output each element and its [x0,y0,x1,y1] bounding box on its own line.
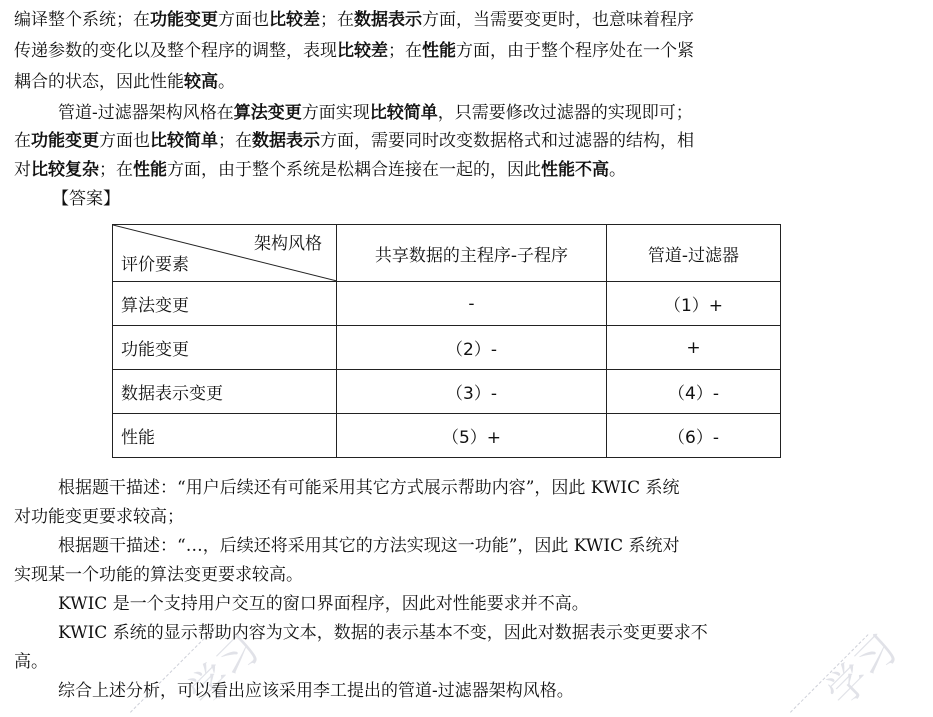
body-text: 编译整个系统；在 [14,10,150,30]
body-text: 方面也 [99,131,150,151]
analysis-para4-line2: 高。 [14,652,48,672]
table-row [113,282,781,326]
emphasis-text: 数据表示 [354,10,422,30]
analysis-para3: KWIC 是一个支持用户交互的窗口界面程序，因此对性能要求并不高。 [58,594,589,614]
body-text: 方面，当需要变更时，也意味着程序 [422,10,694,30]
body-text: ；在 [320,10,354,30]
emphasis-text: 性能 [422,41,456,61]
emphasis-text: 功能变更 [150,10,218,30]
body-text: 方面，由于整个系统是松耦合连接在一起的，因此 [167,160,541,180]
comparison-table [112,224,781,458]
body-text: 。 [609,160,626,180]
body-text: 在 [14,131,31,151]
cell-value: （4）- [607,370,781,414]
body-text: 方面实现 [301,103,370,123]
emphasis-text: 比较差 [337,41,388,61]
emphasis-text: 性能 [133,160,167,180]
body-text: 耦合的状态，因此性能 [14,72,184,92]
body-text: 对 [14,160,31,180]
body-text: 管道-过滤器架构风格在 [58,103,234,123]
para1-line1 [14,5,694,35]
analysis-para2-line1: 根据题干描述：“…，后续还将采用其它的方法实现这一功能”，因此 KWIC 系统对 [58,536,680,556]
body-text: 方面，需要同时改变数据格式和过滤器的结构，相 [320,131,694,151]
column-header-main-subprogram: 共享数据的主程序-子程序 [337,225,607,282]
emphasis-text: 比较复杂 [31,160,99,180]
cell-value: （2）- [337,326,607,370]
analysis-conclusion: 综合上述分析，可以看出应该采用李工提出的管道-过滤器架构风格。 [58,681,574,701]
para1-line2 [14,36,694,66]
emphasis-text: 比较简单 [369,103,438,123]
table-row [113,326,781,370]
para2-line2 [14,126,694,156]
para2-line1 [58,98,693,128]
cell-value: （3）- [337,370,607,414]
table-corner-cell [113,225,337,282]
watermark-text: 学习 [817,626,908,716]
body-text: ，只需要修改过滤器的实现即可； [437,103,693,123]
row-label: 性能 [113,414,337,458]
para1-line3 [14,67,235,97]
body-text: 方面也 [218,10,269,30]
table-row [113,370,781,414]
emphasis-text: 数据表示 [252,131,320,151]
emphasis-text: 比较差 [269,10,320,30]
cell-value: - [337,282,607,326]
body-text: ；在 [388,41,422,61]
body-text: 。 [218,72,235,92]
corner-bottom-label: 评价要素 [121,255,189,275]
analysis-para2-line2: 实现某一个功能的算法变更要求较高。 [14,565,303,585]
corner-top-label: 架构风格 [254,234,322,254]
analysis-para4-line1: KWIC 系统的显示帮助内容为文本，数据的表示基本不变，因此对数据表示变更要求不 [58,623,708,643]
watermark-text: 学习 [179,626,270,716]
analysis-para1-line1: 根据题干描述：“用户后续还有可能采用其它方式展示帮助内容”，因此 KWIC 系统 [58,478,680,498]
cell-value: （6）- [607,414,781,458]
emphasis-text: 比较简单 [150,131,218,151]
cell-value: + [607,326,781,370]
emphasis-text: 性能不高 [541,160,609,180]
body-text: 传递参数的变化以及整个程序的调整，表现 [14,41,337,61]
column-header-pipe-filter: 管道-过滤器 [607,225,781,282]
body-text: 方面，由于整个程序处在一个紧 [456,41,694,61]
emphasis-text: 功能变更 [31,131,99,151]
table-header-row [113,225,781,282]
row-label: 功能变更 [113,326,337,370]
emphasis-text: 算法变更 [233,103,302,123]
table-row [113,414,781,458]
cell-value: （5）+ [337,414,607,458]
para2-line3 [14,155,626,185]
answer-label: 【答案】 [52,189,120,209]
row-label: 算法变更 [113,282,337,326]
body-text: ；在 [218,131,252,151]
cell-value: （1）+ [607,282,781,326]
analysis-para1-line2: 对功能变更要求较高； [14,507,184,527]
emphasis-text: 较高 [184,72,218,92]
body-text: ；在 [99,160,133,180]
row-label: 数据表示变更 [113,370,337,414]
